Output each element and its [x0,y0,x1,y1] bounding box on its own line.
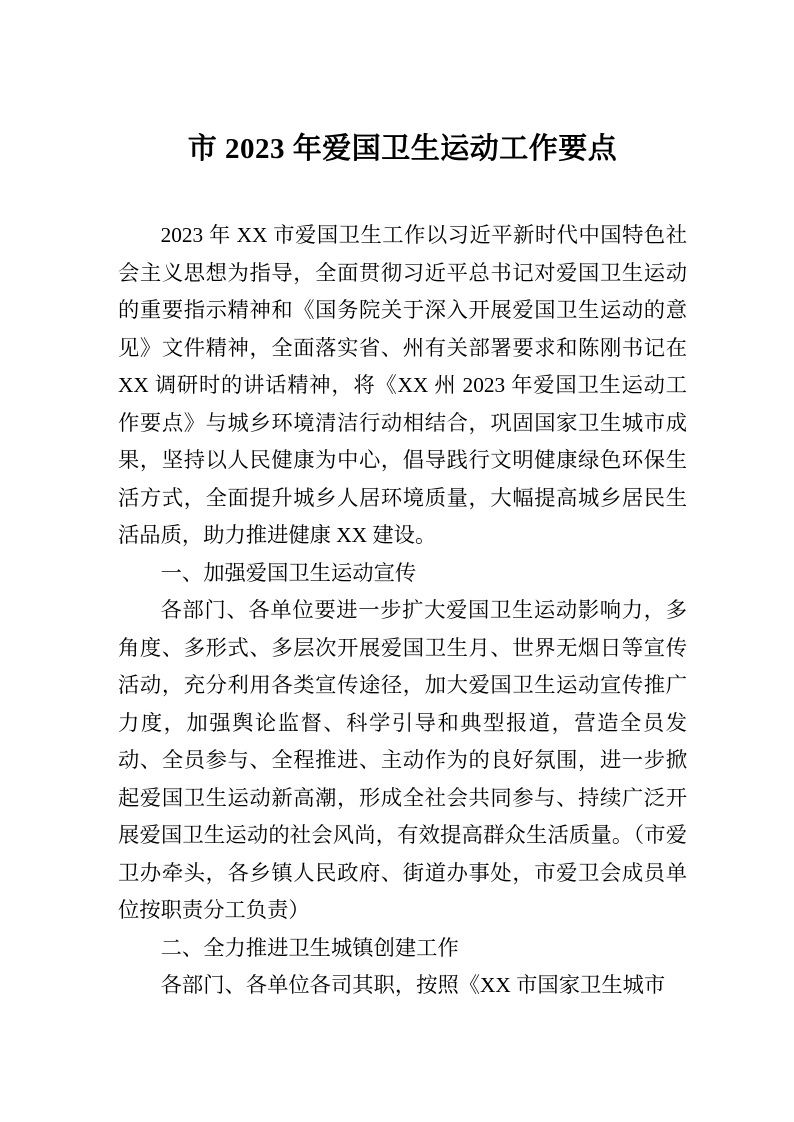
section-heading-1: 一、加强爱国卫生运动宣传 [160,560,417,585]
document-content [118,129,687,1005]
document-title: 市 2023 年爱国卫生运动工作要点 [187,133,618,165]
paragraph-section-2-truncated: 各部门、各单位各司其职，按照《XX 市国家卫生城市 [160,973,666,997]
paragraph-section-1: 各部门、各单位要进一步扩大爱国卫生运动影响力，多角度、多形式、多层次开展爱国卫生月、世界无烟日等宣传活动，充分利用各类宣传途径，加大爱国卫生运动宣传推广力度，加强舆论监督、科学引导和典型报道，营造全员发动、全员参与、全程推进、主动作为的良好氛围，进一步掀起爱国卫生运动新高潮，形成全社会共同参与、持续广泛开展爱国卫生运动的社会风尚，有效提高群众生活质量。（市爱卫办牵头，各乡镇人民政府、街道办事处，市爱卫会成员单位按职责分工负责） [118,598,687,922]
section-heading-2: 二、全力推进卫生城镇创建工作 [160,935,459,960]
paragraph-intro: 2023 年 XX 市爱国卫生工作以习近平新时代中国特色社会主义思想为指导，全面贯彻习近平总书记对爱国卫生运动的重要指示精神和《国务院关于深入开展爱国卫生运动的意见》文件精神，全面落实省、州有关部署要求和陈刚书记在 XX 调研时的讲话精神，将《XX 州 2023 年爱国卫生运动工作要点》与城乡环境清洁行动相结合，巩固国家卫生城市成果，坚持以人民健康为中心，倡导践行文明健康绿色环保生活方式，全面提升城乡人居环境质量，大幅提高城乡居民生活品质，助力推进健康 XX 建设。 [118,223,687,547]
